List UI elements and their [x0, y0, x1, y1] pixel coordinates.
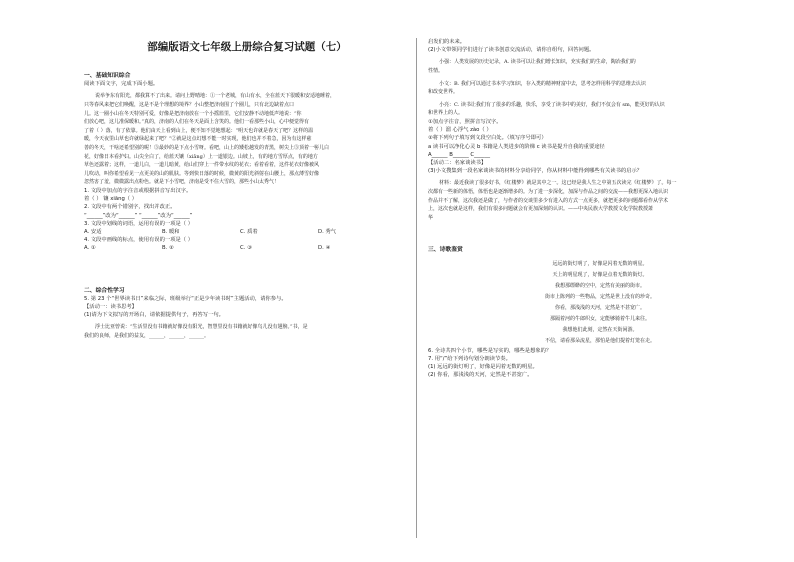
- reading-passage: [84, 92, 410, 187]
- option-b[interactable]: B. ②: [162, 245, 174, 252]
- passage-line: 说举争东有阳光，都我算不了出来。请问上野晴地：①一个老城，有山有水，全在蓝天下很暖和安适地睡着，: [95, 93, 336, 100]
- left-column: [84, 36, 410, 341]
- section-1-intro: 阅读下面文字，完成下面小题。: [84, 81, 159, 88]
- section-3-heading: 三、诗歌鉴赏: [428, 247, 463, 254]
- column-divider: [416, 38, 417, 538]
- speech-text: 浮士比亚曾说：“生活里没有书籍就好像没有阳光，智慧里没有书籍就好像鸟儿没有翅膀。”书，是: [95, 324, 308, 331]
- sub-question-1: ①加点字注音，照拼音写汉字。: [428, 118, 502, 125]
- dialog-block: [428, 58, 748, 118]
- question-7-line-1[interactable]: (1) 远远的街灯明了，好像是闪着无数的明星。: [428, 363, 538, 370]
- option-a[interactable]: A. 安适: [84, 228, 102, 235]
- passage-line: 暖，今天夜里山草也许就绿起来了吧？”②就是这点幻想不能一时实现，他们也并不着急，因为有这样慈: [84, 136, 312, 143]
- option-c[interactable]: C. ③: [240, 245, 252, 252]
- page-title: 部编版语文七年级上册综合复习试题（七）: [147, 41, 347, 53]
- material-line: 材料：最近我读了很多好书，《红楼梦》就是其中之一。这已经是我人生之中第五次读完《红楼梦》了。每一: [439, 180, 677, 187]
- option-c[interactable]: C. 质着: [240, 228, 258, 235]
- question-2: 2. 文段中有两个错别字，找出并改正。: [84, 204, 176, 211]
- question-1-answer-blank[interactable]: 着（ ） 镶 xiāng（ ）: [84, 196, 138, 203]
- question-3-options: [84, 228, 410, 236]
- poem-line: 天上的明星现了，好像是点着无数的街灯。: [552, 271, 648, 278]
- poem-line: 那隔着河的牛郎织女，定能够骑着牛儿来往。: [549, 315, 650, 322]
- passage-line: 们放心吧，这儿准保暖和。”真的，济南的人们在冬天是面上含笑的。他们一看那些小山，心中便觉得有: [84, 119, 310, 126]
- poem-line: 远远的街灯明了，好像是闪着无数的明星。: [552, 260, 648, 267]
- question-5-2: (2)小文带领同学们进行了读书创意交流活动，请你自组句，回答问题。: [428, 47, 595, 54]
- dialog-line: 和世界上的人。: [428, 110, 464, 117]
- right-column: [428, 38, 748, 379]
- dialog-line: 小文：B. 我们可以通过书本学习知识，存入类的精神财富中去，思考怎样用科学的思维去认识: [439, 80, 646, 87]
- section-1-heading: 一、基础知识综合: [84, 73, 131, 79]
- option-d[interactable]: D. 秀气: [318, 228, 337, 235]
- passage-line: 忽然害了羞，微微露出点粉色。就是下小雪吧，济南是受不住大雪的，那些小山太秀气！: [84, 179, 280, 186]
- material-line: 华: [428, 214, 434, 221]
- poem-line: 我想那缥缈的空中，定然有美丽的街市。: [554, 282, 645, 289]
- sub-question-2-blank[interactable]: A______ B______ C______: [428, 151, 490, 158]
- option-b[interactable]: B. 暖和: [162, 228, 180, 235]
- poem-line: 你看，那浅浅的天河，定然是不甚宽广。: [554, 304, 645, 311]
- question-5: 5. 第 23 个“世界读书日”来临之际，班级举行“正是少年读书时”主题活动，请你参与。: [84, 295, 287, 302]
- option-a[interactable]: A. ①: [84, 245, 96, 252]
- passage-line: 了着（ ）落，有了依靠。他们由天上看到山上，便不知不觉地想起：“明天也许就是春天了吧？这样的温: [84, 127, 314, 134]
- poem-line: 我想他们此刻，定然在天街闲游。: [562, 326, 638, 333]
- dialog-line: 小强：人类发展的历史记录，A. 读书可以让我们增长知识，充实我们的生命，陶冶我们的: [439, 59, 636, 66]
- sub-question-2: ②将下列句子填写到文段空白处。（填写序号即可）: [428, 135, 547, 142]
- dialog-line: 性情。: [428, 68, 444, 74]
- sub-question-1-blank[interactable]: 着（ ）溜 心浮气 zào（ ）: [428, 127, 492, 134]
- question-1: 1. 文段中加点的字注音或根据拼音写出汉字。: [84, 187, 192, 194]
- activity-1-label: 【活动一：读书思考】: [84, 303, 137, 310]
- passage-line: 只等春风来把它们唤醒，这是不是个理想的境界？小山整把济南围了个圈儿，只有北边缺着点口: [84, 102, 295, 108]
- sub-question-2-options: a 读书可以净化心灵 b 书籍是人类进步的阶梯 c 读书是提升自我的重要途径: [428, 143, 605, 150]
- poem-line: 不信，请看那朵流星，那怕是他们提着灯笼在走。: [544, 337, 655, 344]
- activity-2-label: 【活动二：名家谈读书】: [428, 159, 487, 166]
- material-line: 上，这次也就是这样，我们有很多问题就会有更加深刻的认识。——中央民族大学教授文化学院教授萧: [428, 206, 654, 213]
- question-4: 4. 文段中画线的标点，使用有误的一项是（ ）: [84, 237, 194, 244]
- question-3: 3. 文段中划线的词语，运用有误的一项是（ ）: [84, 220, 194, 227]
- continued-text: 启发们的未来。: [428, 39, 466, 45]
- question-5-3: (3)小文搜集到一段名家谈读书的材料分享给同学，你从材料中能得到哪些有关读书的启示？: [428, 168, 643, 175]
- dialog-line: 小亮：C. 读书让我们有了很多的乐趣，快乐，享受了读书中的美好，我们不仅会有 sm，能更好的认识: [439, 101, 665, 108]
- section-2-heading: 二、综合性学习: [84, 287, 125, 294]
- option-d[interactable]: D. ④: [318, 245, 331, 252]
- passage-line: 草色还露着；这样，一道儿白，一道儿暗黄，给山们穿上一件带水纹的花衣；看着看着，这件花衣好像被风: [84, 162, 320, 169]
- question-7: 7. 用“/”给下列诗句划分朗读节奏。: [428, 355, 511, 362]
- passage-line: 儿吹动，叫你希望看见一点更美的山的肌肤。等到快日落的时候，微黄的阳光斜射在山腰上，那点薄雪好像: [84, 170, 320, 177]
- question-2-answer-blank[interactable]: “______”改为“______” “______”改为“______”: [84, 212, 193, 219]
- passage-line: 善的冬天，干啥还希望别的呢！③最妙的是下点小雪呀。看吧，山上的矮松越发的青黑，树尖上③顶着一髻儿白: [84, 144, 330, 151]
- material-block: [428, 179, 748, 222]
- poem: [428, 259, 748, 347]
- material-line: 次都有一些新的体悟，体悟也是逐渐增多的。为了进一步深化，加深与作品之间的交流——我想更深入地认识: [428, 188, 669, 195]
- passage-line: 花，好像日本看护妇。山尖全白了，给蓝天镶（xiāng）上一道银边。山坡上，有的地方雪厚点，有的地方: [84, 153, 318, 160]
- material-line: 作品并不了解，这次我还是做了，与作者的交谈里多少有进入的方式一点更多，就把更多的问题都看作从学术: [428, 197, 669, 204]
- question-4-options: [84, 244, 410, 252]
- question-7-line-2[interactable]: (2) 你看，那浅浅的天河，定然是不甚宽广。: [428, 372, 533, 379]
- passage-line: 儿。这一圈小山在冬天特别可爱，好像是把济南放在一个小摇篮里，它们安静不动地低声地说：“你: [84, 110, 302, 117]
- poem-line: 街市上陈列的一些物品，定然是世上没有的珍奇。: [544, 293, 655, 300]
- activity-1-question: (1)请为下文拟写的开场白，请依据提供句子，再答写一句。: [84, 312, 224, 319]
- question-6: 6. 全诗共四个小节，哪些是写实的，哪些是想象的？: [428, 347, 552, 354]
- dialog-line: 和改变世界。: [428, 89, 459, 96]
- speech-blank[interactable]: 我们的良师，是我们的益友，______，______，______。: [84, 332, 210, 339]
